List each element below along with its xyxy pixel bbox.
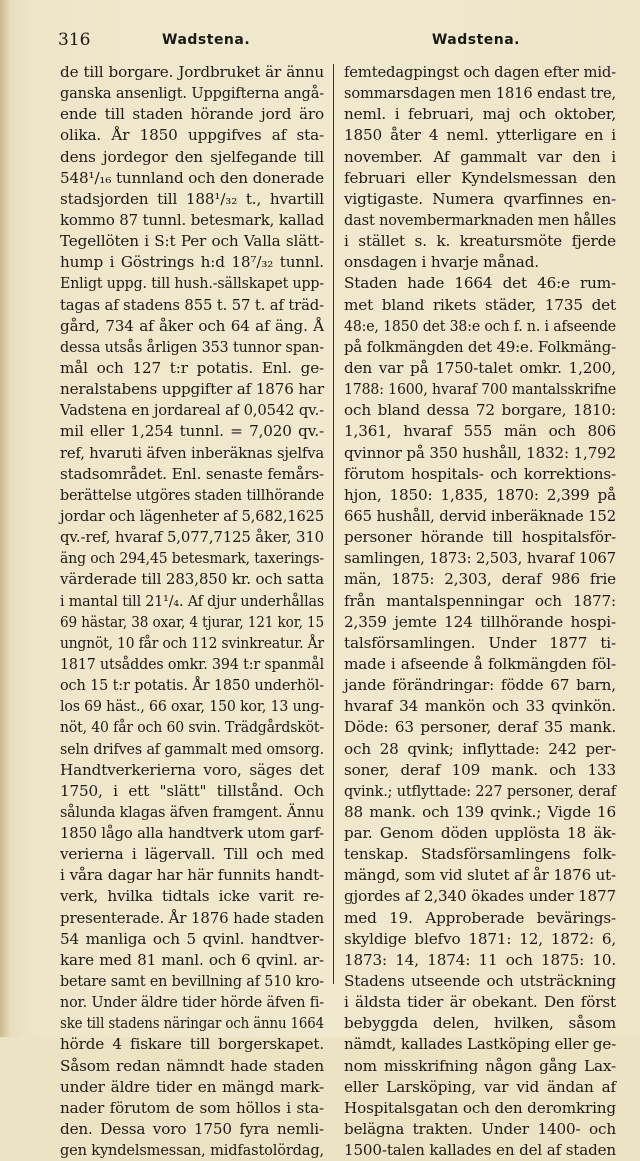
text-line: belägna trakten. Under 1400- och [344, 1120, 616, 1139]
text-line: tenskap. Stadsförsamlingens folk- [344, 845, 616, 864]
text-line: vigtigaste. Numera qvarfinnes en- [344, 189, 616, 208]
text-line: nom misskrifning någon gång Lax- [344, 1056, 616, 1075]
text-line: jordar och lägenheter af 5,682,1625 [60, 506, 325, 525]
text-line: och bland dessa 72 borgare, 1810: [344, 401, 616, 420]
page-header [58, 30, 616, 54]
text-line: skyldige blefvo 1871: 12, 1872: 6, [344, 929, 617, 948]
text-line: 665 hushåll, dervid inberäknade 152 [344, 506, 617, 525]
text-line: Vadstena en jordareal af 0,0542 qv.- [60, 401, 324, 420]
text-line: par. Genom döden upplösta 18 äk- [344, 824, 617, 843]
text-line: ske till stadens näringar och ännu 1664 [60, 1014, 325, 1033]
text-line: under äldre tider en mängd mark- [60, 1077, 325, 1096]
text-line: kare med 81 manl. och 6 qvinl. ar- [60, 950, 324, 969]
text-line: 1,361, hvaraf 555 män och 806 [344, 422, 616, 441]
text-line: made i afseende å folkmängden föl- [344, 654, 616, 673]
text-line: hump i Göstrings h:d 18⁷/₃₂ tunnl. [60, 253, 324, 272]
text-line: 1788: 1600, hvaraf 700 mantalsskrifne [344, 380, 617, 399]
text-line: äng och 294,45 betesmark, taxerings- [60, 549, 325, 568]
text-line: eller Larsköping, var vid ändan af [344, 1077, 616, 1096]
text-line: den var på 1750-talet omkr. 1,200, [344, 358, 616, 377]
text-line: hjon, 1850: 1,835, 1870: 2,399 på [344, 485, 616, 504]
text-line: nöt, 40 får och 60 svin. Trädgårdsköt- [60, 718, 324, 737]
text-line: gjordes af 2,340 ökades under 1877 [344, 887, 616, 906]
text-line: samlingen, 1873: 2,503, hvaraf 1067 [344, 549, 616, 568]
text-line: los 69 häst., 66 oxar, 150 kor, 13 ung- [60, 697, 324, 716]
text-line: presenterade. År 1876 hade staden [60, 908, 324, 927]
text-line: hörde 4 fiskare till borgerskapet. [60, 1035, 325, 1054]
text-line: seln drifves af gammalt med omsorg. [60, 739, 324, 758]
text-line: november. Af gammalt var den i [344, 147, 616, 166]
text-line: 1817 utsåddes omkr. 394 t:r spanmål [60, 654, 325, 673]
right-text-column [344, 62, 616, 1161]
text-line: gen kyndelsmessan, midfastolördag, [60, 1141, 324, 1160]
text-line: betare samt en bevillning af 510 kro- [60, 972, 324, 991]
text-line: 69 hästar, 38 oxar, 4 tjurar, 121 kor, 15 [60, 612, 325, 631]
text-line: ungnöt, 10 får och 112 svinkreatur. År [60, 633, 324, 652]
text-line: Enligt uppg. till hush.-sällskapet upp- [60, 274, 325, 293]
text-line: talsförsamlingen. Under 1877 ti- [344, 633, 616, 652]
text-line: den. Dessa voro 1750 fyra nemli- [60, 1120, 324, 1139]
text-line: Staden hade 1664 det 46:e rum- [344, 274, 617, 293]
text-line: mil eller 1,254 tunnl. = 7,020 qv.- [60, 422, 325, 441]
text-line: i stället s. k. kreatursmöte fjerde [344, 232, 616, 251]
text-line: 2,359 jemte 124 tillhörande hospi- [344, 612, 616, 631]
text-line: med 19. Approberade bevärings- [344, 908, 616, 927]
text-line: dens jordegor den sjelfegande till [60, 147, 324, 166]
text-line: i mantal till 21¹/₄. Af djur underhållas [60, 591, 325, 610]
text-line: met bland rikets städer, 1735 det [344, 295, 616, 314]
text-line: qvinnor på 350 hushåll, 1832: 1,792 [344, 443, 617, 462]
text-line: neralstabens uppgifter af 1876 har [60, 380, 325, 399]
text-line: 1850 lågo alla handtverk utom garf- [60, 824, 324, 843]
text-line: 1750, i ett "slätt" tillstånd. Och [60, 781, 324, 800]
text-line: och 28 qvink; inflyttade: 242 per- [344, 739, 616, 758]
text-line: olika. År 1850 uppgifves af sta- [60, 126, 325, 145]
text-line: gård, 734 af åker och 64 af äng. Å [60, 316, 324, 335]
text-line: på folkmängden det 49:e. Folkmäng- [344, 337, 616, 356]
column-divider [333, 64, 334, 984]
text-line: i äldsta tider är obekant. Den först [344, 993, 616, 1012]
text-line: qvink.; utflyttade: 227 personer, deraf [344, 781, 616, 800]
text-line: värderade till 283,850 kr. och satta [60, 570, 324, 589]
text-line: sommarsdagen men 1816 endast tre, [344, 84, 617, 103]
text-line: mängd, som vid slutet af år 1876 ut- [344, 866, 616, 885]
text-line: i våra dagar har här funnits handt- [60, 866, 325, 885]
text-line: qv.-ref, hvaraf 5,077,7125 åker, 310 [60, 528, 325, 547]
text-line: 88 mank. och 139 qvink.; Vigde 16 [344, 802, 616, 821]
text-line: neml. i februari, maj och oktober, [344, 105, 616, 124]
text-line: mål och 127 t:r potatis. Enl. ge- [60, 358, 325, 377]
text-line: kommo 87 tunnl. betesmark, kallad [60, 210, 324, 229]
text-line: och 15 t:r potatis. År 1850 underhöl- [60, 676, 324, 695]
text-line: tagas af stadens 855 t. 57 t. af träd- [60, 295, 325, 314]
text-line: nor. Under äldre tider hörde äfven fi- [60, 993, 324, 1012]
text-line: förutom hospitals- och korrektions- [344, 464, 616, 483]
text-line: Tegellöten i S:t Per och Valla slätt- [60, 232, 325, 251]
text-line: Hospitalsgatan och den deromkring [344, 1098, 617, 1117]
text-line: stadsjorden till 188¹/₃₂ t., hvartill [60, 189, 324, 208]
text-line: ende till staden hörande jord äro [60, 105, 325, 124]
running-title-left: Wadstena. [162, 32, 251, 48]
text-line: ref, hvaruti äfven inberäknas sjelfva [60, 443, 324, 462]
text-line: verierna i lägervall. Till och med [60, 845, 325, 864]
text-line: 1850 åter 4 neml. ytterligare en i [344, 126, 617, 145]
text-line: 548¹/₁₆ tunnland och den donerade [60, 168, 325, 187]
text-line: soner, deraf 109 mank. och 133 [344, 760, 616, 779]
text-line: de till borgare. Jordbruket är ännu [60, 63, 324, 81]
text-line: dast novembermarknaden men hålles [344, 210, 617, 229]
text-line: Såsom redan nämndt hade staden [60, 1056, 325, 1075]
text-line: män, 1875: 2,303, deraf 986 frie [344, 570, 616, 589]
running-title-right: Wadstena. [431, 32, 520, 48]
text-line: berättelse utgöres staden tillhörande [60, 485, 324, 504]
text-line: 48:e, 1850 det 38:e och f. n. i afseende [344, 316, 617, 335]
text-line: februari eller Kyndelsmessan den [344, 168, 616, 187]
text-line: hvaraf 34 mankön och 33 qvinkön. [344, 697, 616, 716]
text-line: femtedagpingst och dagen efter mid- [344, 63, 617, 81]
text-line: 1500-talen kallades en del af staden [344, 1141, 617, 1160]
page-spine-shadow [0, 0, 10, 1037]
text-line: stadsområdet. Enl. senaste femårs- [60, 464, 325, 483]
text-line: onsdagen i hvarje månad. [344, 253, 539, 272]
text-line: nämdt, kallades Lastköping eller ge- [344, 1035, 617, 1054]
text-line: Stadens utseende och utsträckning [344, 972, 617, 991]
text-line: 1873: 14, 1874: 11 och 1875: 10. [344, 950, 617, 969]
text-line: bebyggda delen, hvilken, såsom [344, 1014, 616, 1033]
text-line: personer hörande till hospitalsför- [344, 528, 617, 547]
text-line: ganska ansenligt. Uppgifterna angå- [60, 84, 324, 103]
page-number: 316 [58, 30, 91, 50]
text-line: verk, hvilka tidtals icke varit re- [60, 887, 325, 906]
text-line: Döde: 63 personer, deraf 35 mank. [344, 718, 616, 737]
left-text-column [60, 62, 324, 1161]
text-line: Handtverkerierna voro, säges det [60, 760, 324, 779]
text-line: dessa utsås årligen 353 tunnor span- [60, 337, 324, 356]
text-line: 54 manliga och 5 qvinl. handtver- [60, 929, 325, 948]
text-line: sålunda klagas äfven framgent. Ännu [60, 802, 324, 821]
text-line: nader förutom de som höllos i sta- [60, 1098, 324, 1117]
text-line: från mantalspenningar och 1877: [344, 591, 617, 610]
text-line: jande förändringar: födde 67 barn, [344, 676, 616, 695]
